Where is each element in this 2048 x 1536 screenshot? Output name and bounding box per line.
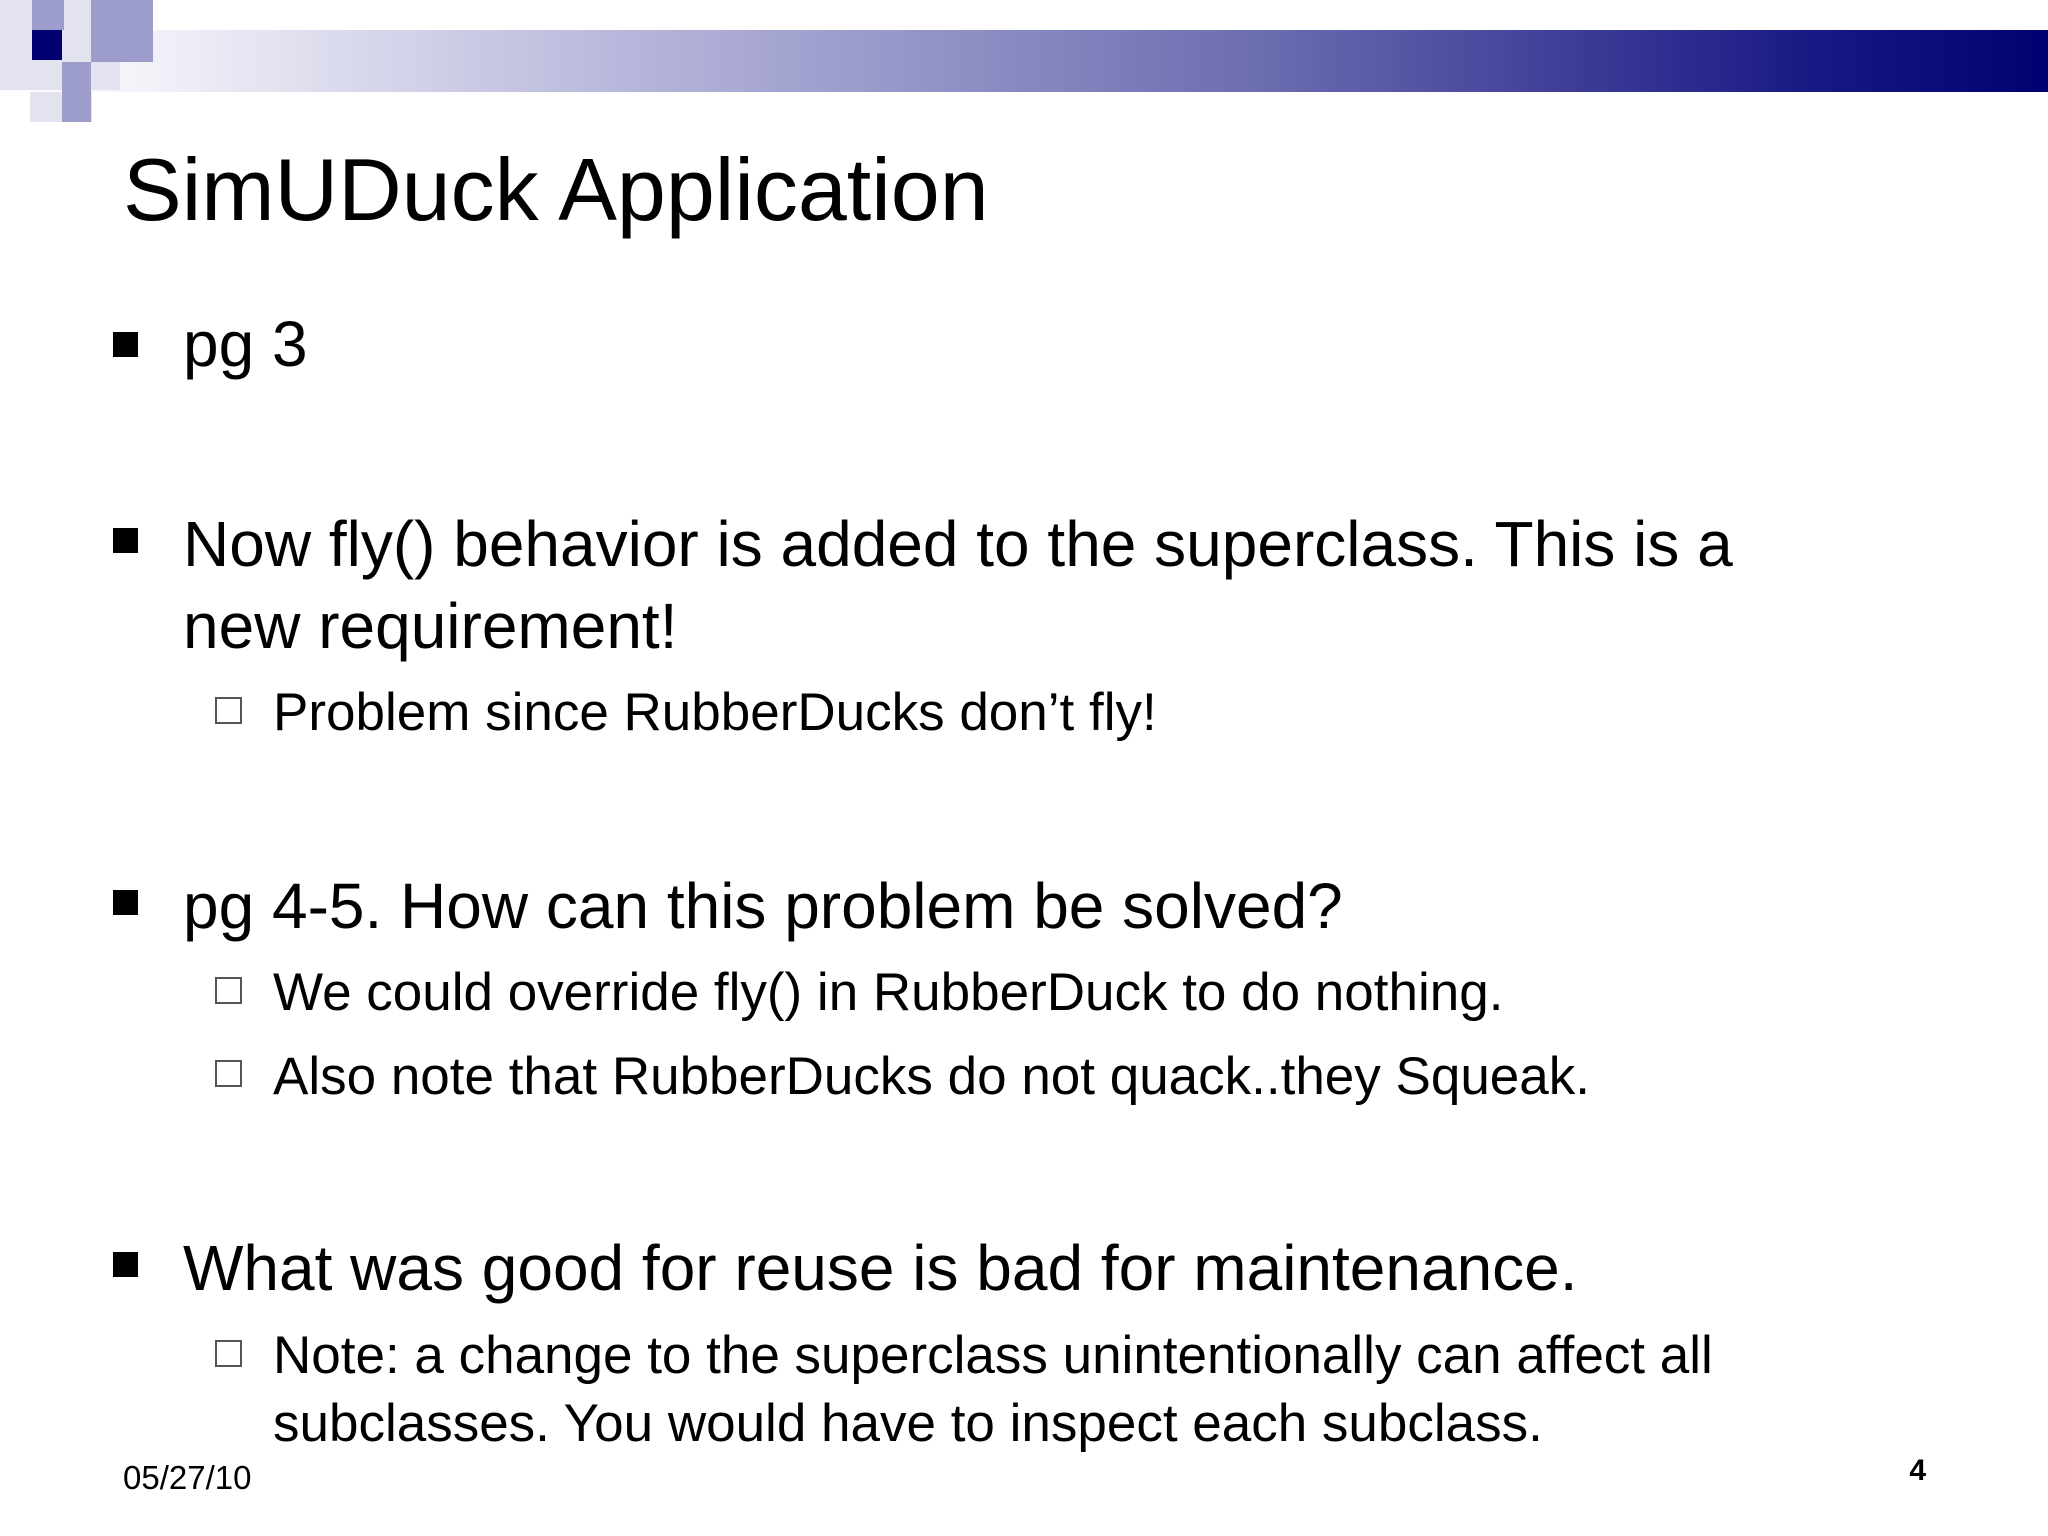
header-decor-square xyxy=(32,0,64,30)
bullet-text: pg 3 xyxy=(183,308,308,380)
sub-bullet-marker xyxy=(215,697,242,724)
header-gradient-bar xyxy=(0,30,2048,92)
slide-title: SimUDuck Application xyxy=(123,140,989,239)
sub-bullet-text: We could override fly() in RubberDuck to do nothing. xyxy=(273,963,1504,1022)
header-decor-square xyxy=(62,92,91,122)
header-decor-square xyxy=(32,30,62,60)
sub-bullet-text-continued: subclasses. You would have to inspect each subclass. xyxy=(273,1394,1543,1453)
bullet-text: Now fly() behavior is added to the superclass. This is a xyxy=(183,508,1733,580)
bullet-marker xyxy=(113,332,138,357)
sub-bullet-text: Problem since RubberDucks don’t fly! xyxy=(273,683,1157,742)
footer-date: 05/27/10 xyxy=(123,1459,252,1496)
header-decor-square xyxy=(91,0,153,30)
bullet-text: What was good for reuse is bad for maintenance. xyxy=(183,1232,1578,1304)
sub-bullet-marker xyxy=(215,1060,242,1087)
bullet-marker xyxy=(113,890,138,915)
bullet-marker xyxy=(113,528,138,553)
header-decor-square xyxy=(62,62,91,92)
header-decor-square xyxy=(91,30,153,62)
slide-page-number: 4 xyxy=(1909,1454,1926,1487)
bullet-marker xyxy=(113,1252,138,1277)
sub-bullet-marker xyxy=(215,1340,242,1367)
sub-bullet-text: Note: a change to the superclass unintentionally can affect all xyxy=(273,1326,1713,1385)
sub-bullet-text: Also note that RubberDucks do not quack..they Squeak. xyxy=(273,1047,1590,1106)
bullet-text-continued: new requirement! xyxy=(183,590,678,662)
bullet-text: pg 4-5. How can this problem be solved? xyxy=(183,870,1343,942)
sub-bullet-marker xyxy=(215,977,242,1004)
